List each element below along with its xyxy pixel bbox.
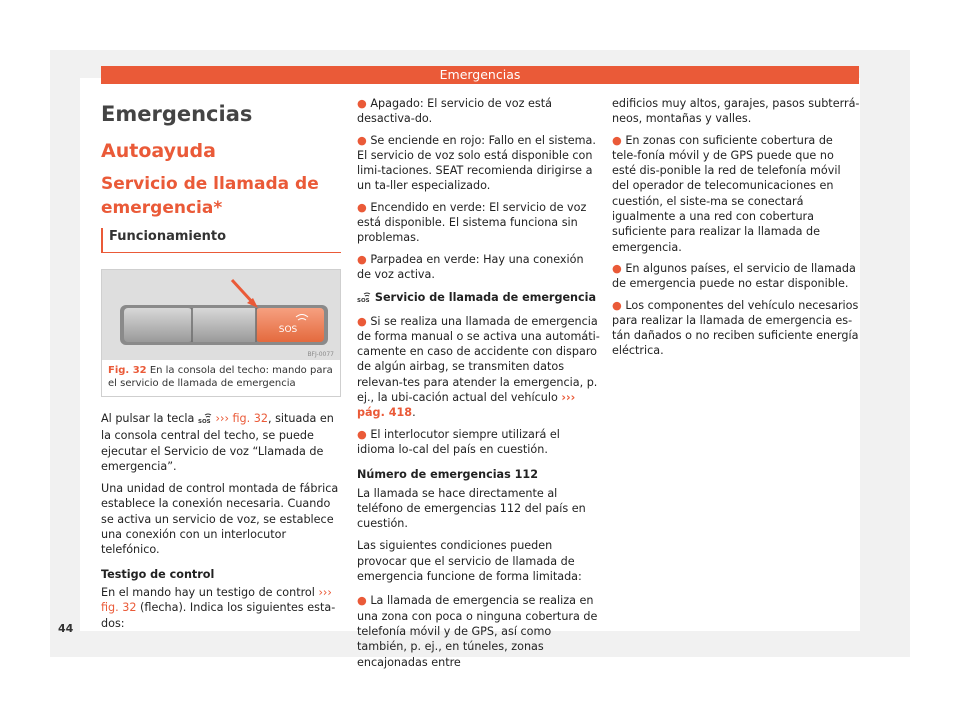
bullet-apagado: ● Apagado: El servicio de voz está desactiva-do. bbox=[357, 97, 552, 126]
link-fig-32[interactable]: ››› fig. 32 bbox=[215, 412, 268, 425]
bullet-interlocutor: ● El interlocutor siempre utilizará el idioma lo-cal del país en cuestión. bbox=[357, 427, 560, 456]
bullet-paises: ● En algunos países, el servicio de llamada de emergencia puede no estar disponible. bbox=[612, 261, 856, 291]
heading-servicio-llamada: Servicio de llamada de emergencia* bbox=[101, 174, 319, 218]
column-1 bbox=[101, 96, 341, 631]
figure-caption-text: En la consola del techo: mando para el servicio de llamada de emergencia bbox=[108, 365, 333, 389]
subheading-servicio: SOS Servicio de llamada de emergencia bbox=[357, 290, 601, 307]
bullet-componentes: ● Los componentes del vehículo necesarios para realizar la llamada de emergencia es-tán dañados o no reciben suficiente energía eléctrica. bbox=[612, 298, 859, 358]
figure-code: BFJ-0077 bbox=[307, 351, 334, 358]
paragraph-continuation: edificios muy altos, garajes, pasos subterrá-neos, montañas y valles. bbox=[612, 97, 860, 126]
page-number: 44 bbox=[58, 622, 74, 635]
heading-autoayuda: Autoayuda bbox=[101, 140, 216, 162]
column-3 bbox=[612, 96, 860, 359]
link-fig-32-b[interactable]: ››› fig. 32 bbox=[101, 585, 332, 615]
heading-funcionamiento: Funcionamiento bbox=[101, 228, 341, 253]
sos-label: SOS bbox=[278, 325, 298, 335]
subheading-112: Número de emergencias 112 bbox=[357, 468, 538, 482]
roof-console-illustration bbox=[102, 270, 340, 360]
section-header: Emergencias bbox=[101, 66, 859, 84]
paragraph-testigo: En el mando hay un testigo de control ››› fig. 32 (flecha). Indica los siguientes esta-dos: bbox=[101, 585, 336, 630]
paragraph-tecla: Al pulsar la tecla SOS ››› fig. 32, situada en la consola central del techo, se puede ejecutar el Servicio de voz “Llamada de emergencia”. bbox=[101, 412, 334, 473]
bullet-llamada-manual: ● Si se realiza una llamada de emergencia de forma manual o se activa una automáti-camente en caso de accidente con disparo de algún airbag, se transmiten datos relevan-tes para atender la emergencia, p. ej., la ubi-cación actual del vehículo ››› pág. 418. bbox=[357, 314, 600, 420]
heading-emergencias: Emergencias bbox=[101, 102, 253, 126]
svg-text:SOS: SOS bbox=[357, 298, 370, 304]
bullet-rojo: ● Se enciende en rojo: Fallo en el sistema. El servicio de voz solo está disponible con limi-taciones. SEAT recomienda dirigirse a un ta-ller especializado. bbox=[357, 133, 596, 193]
figure-32 bbox=[101, 269, 341, 397]
console-button-middle bbox=[192, 308, 256, 342]
sos-icon bbox=[357, 292, 371, 307]
subheading-testigo: Testigo de control bbox=[101, 567, 215, 581]
roof-console-image bbox=[102, 270, 340, 360]
bullet-red-movil: ● En zonas con suficiente cobertura de tele-fonía móvil y de GPS puede que no esté dis-ponible la red de telefonía móvil del operador de telecomunicaciones en cuestión, el siste-ma se conectará igualmente a una red con cobertura suficiente para realizar la llamada de emergencia. bbox=[612, 133, 841, 254]
svg-text:SOS: SOS bbox=[197, 419, 211, 424]
column-2 bbox=[357, 96, 601, 670]
figure-number: Fig. 32 bbox=[108, 365, 147, 376]
console-button-left bbox=[124, 308, 192, 342]
paragraph-112: La llamada se hace directamente al teléfono de emergencias 112 del país en cuestión. bbox=[357, 486, 586, 531]
sos-icon bbox=[198, 413, 212, 428]
bullet-verde: ● Encendido en verde: El servicio de voz está disponible. El sistema funciona sin problemas. bbox=[357, 200, 587, 245]
link-pag-418[interactable]: ››› pág. 418 bbox=[357, 391, 576, 420]
bullet-cobertura: ● La llamada de emergencia se realiza en una zona con poca o ninguna cobertura de telefonía móvil y de GPS, así como también, p. ej., en túneles, zonas encajonadas entre bbox=[357, 594, 598, 669]
figure-caption bbox=[102, 360, 340, 396]
paragraph-unidad: Una unidad de control montada de fábrica establece la conexión necesaria. Cuando se activa un servicio de voz, se establece una conexión con un interlocutor telefónico. bbox=[101, 482, 339, 557]
paragraph-condiciones: Las siguientes condiciones pueden provocar que el servicio de llamada de emergencia funcione de forma limitada: bbox=[357, 539, 582, 584]
bullet-parpadea: ● Parpadea en verde: Hay una conexión de voz activa. bbox=[357, 252, 584, 281]
